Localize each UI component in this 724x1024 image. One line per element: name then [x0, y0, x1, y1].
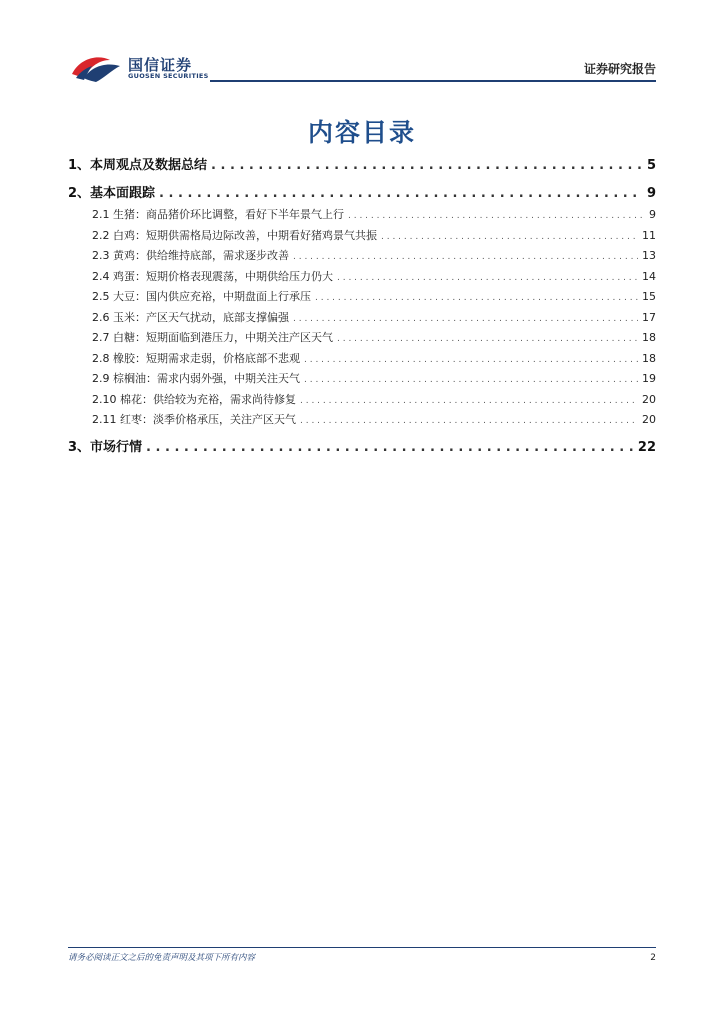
toc-entry-page: 18: [642, 351, 656, 365]
toc-entry-page: 20: [642, 413, 656, 426]
toc-entry-page: 5: [646, 158, 656, 173]
toc-entry-label: 2.11 红枣：淡季价格承压，关注产区天气: [92, 413, 296, 426]
toc-entry-page: 9: [646, 186, 656, 201]
toc-entry-page: 11: [642, 228, 656, 242]
toc-entry-label: 3、市场行情: [68, 439, 143, 455]
toc-entry-label: 2.10 棉花：供给较为充裕，需求尚待修复: [92, 392, 296, 406]
toc-entry-label: 2.7 白糖：短期面临到港压力，中期关注产区天气: [92, 331, 333, 344]
logo-chinese-name: 国信证券: [128, 56, 193, 74]
toc-leader-dots: [348, 211, 645, 221]
guosen-logo: [70, 50, 210, 86]
toc-entry-label: 2.9 棕榈油：需求内弱外强，中期关注天气: [92, 372, 300, 385]
toc-entry-chapter[interactable]: [68, 432, 656, 460]
toc-leader-dots: [211, 158, 643, 173]
toc-leader-dots: [300, 396, 638, 406]
toc-entry-page: 22: [637, 439, 656, 455]
page-number: 2: [650, 953, 656, 963]
page-header: [0, 0, 724, 90]
toc-leader-dots: [337, 334, 638, 344]
header-divider: [210, 80, 656, 82]
toc-entry-section[interactable]: [68, 227, 656, 248]
toc-entry-section[interactable]: [68, 309, 656, 330]
toc-entry-label: 2.1 生猪：商品猪价环比调整，看好下半年景气上行: [92, 208, 344, 221]
toc-leader-dots: [293, 252, 638, 262]
toc-leader-dots: [315, 293, 638, 303]
toc-entry-page: 15: [642, 290, 656, 303]
toc-entry-label: 1、本周观点及数据总结: [68, 158, 208, 173]
report-type-label: 证券研究报告: [583, 62, 656, 76]
toc-entry-page: 13: [642, 249, 656, 262]
toc-leader-dots: [304, 355, 638, 365]
toc-entry-section[interactable]: [68, 350, 656, 371]
toc-leader-dots: [381, 232, 638, 242]
toc-entry-label: 2.5 大豆：国内供应充裕，中期盘面上行承压: [92, 290, 311, 303]
toc-entry-label: 2.4 鸡蛋：短期价格表现震荡，中期供给压力仍大: [92, 269, 333, 283]
toc-entry-label: 2、基本面跟踪: [68, 186, 156, 201]
toc-entry-chapter[interactable]: [68, 150, 656, 178]
toc-entry-page: 14: [642, 269, 656, 283]
toc-title: 内容目录: [307, 118, 416, 147]
toc-leader-dots: [300, 416, 638, 426]
toc-entry-section[interactable]: [68, 329, 656, 350]
footer-divider: [68, 947, 656, 948]
toc-entry-label: 2.2 白鸡：短期供需格局边际改善，中期看好猪鸡景气共振: [92, 228, 377, 242]
toc-entry-label: 2.6 玉米：产区天气扰动，底部支撑偏强: [92, 310, 289, 324]
toc-entry-section[interactable]: [68, 391, 656, 412]
toc-leader-dots: [159, 186, 643, 201]
toc-entry-chapter[interactable]: [68, 178, 656, 206]
toc-entry-section[interactable]: [68, 206, 656, 227]
toc-entry-section[interactable]: [68, 370, 656, 391]
toc-entry-section[interactable]: [68, 411, 656, 432]
table-of-contents: [68, 150, 656, 460]
toc-leader-dots: [304, 375, 638, 385]
toc-leader-dots: [146, 440, 634, 455]
toc-entry-section[interactable]: [68, 288, 656, 309]
toc-entry-page: 18: [642, 331, 656, 344]
toc-leader-dots: [293, 314, 638, 324]
toc-leader-dots: [337, 273, 638, 283]
footer-disclaimer: 请务必阅读正文之后的免责声明及其项下所有内容: [68, 953, 256, 963]
toc-entry-page: 20: [642, 392, 656, 406]
toc-entry-label: 2.3 黄鸡：供给维持底部，需求逐步改善: [92, 249, 289, 262]
toc-entry-page: 17: [642, 310, 656, 324]
toc-entry-section[interactable]: [68, 268, 656, 289]
toc-entry-page: 19: [642, 372, 656, 385]
toc-entry-page: 9: [649, 208, 656, 221]
logo-english-name: GUOSEN SECURITIES: [128, 72, 209, 80]
guosen-logo-icon: [70, 50, 124, 84]
toc-entry-section[interactable]: [68, 247, 656, 268]
toc-entry-label: 2.8 橡胶：短期需求走弱，价格底部不悲观: [92, 351, 300, 365]
